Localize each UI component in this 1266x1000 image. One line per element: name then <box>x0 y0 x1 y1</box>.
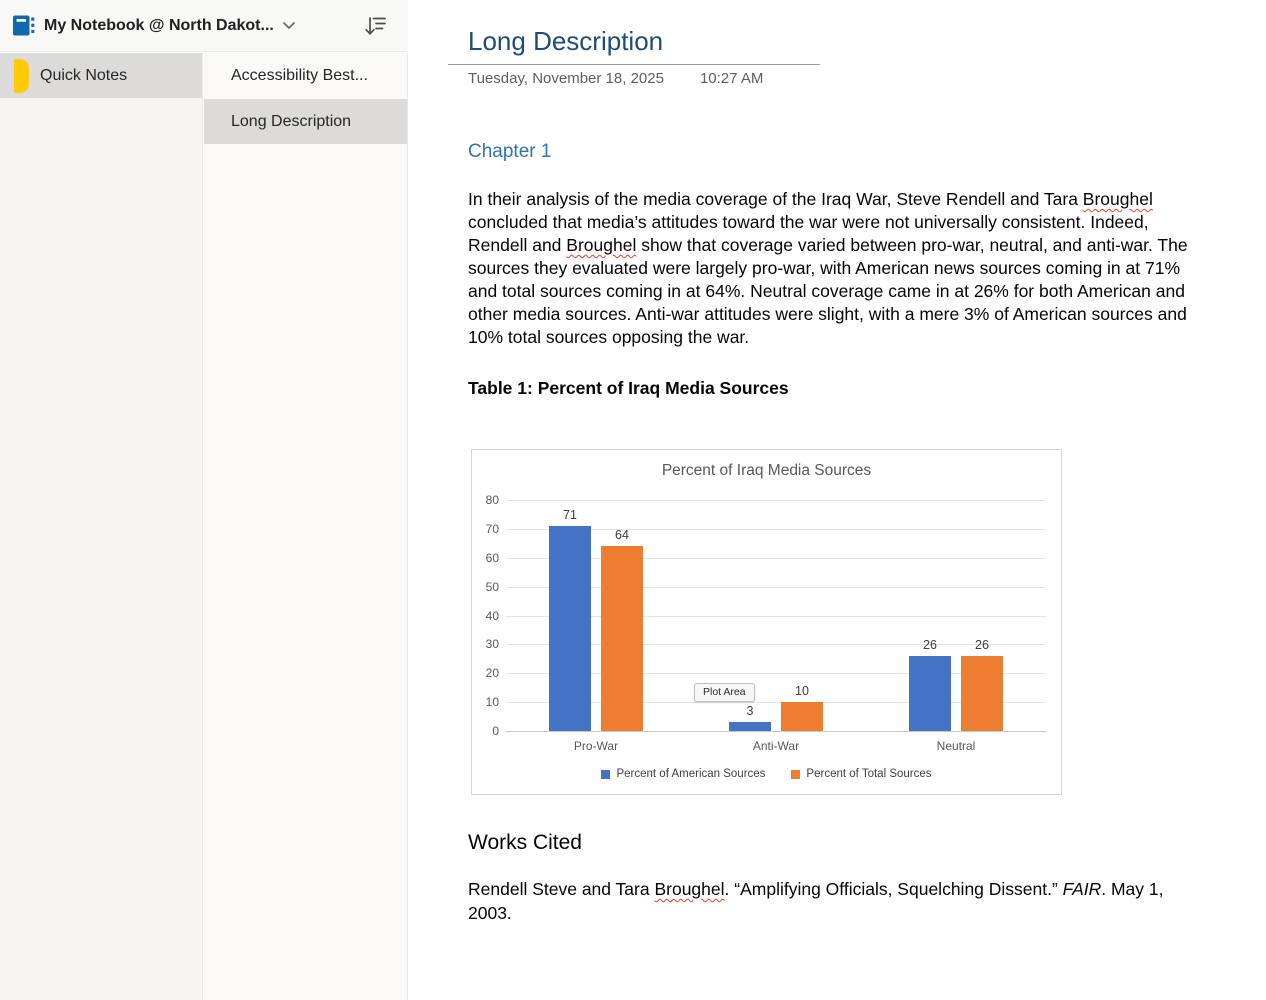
x-axis-category-label: Anti-War <box>752 739 800 753</box>
page-date: Tuesday, November 18, 2025 <box>468 70 664 87</box>
bar-pro-war-american <box>549 508 591 731</box>
x-axis-category-label: Pro-War <box>573 739 619 753</box>
y-axis-tick-label: 50 <box>485 579 499 594</box>
y-axis-tick-label: 40 <box>485 608 499 623</box>
bar-chart[interactable] <box>471 449 1062 795</box>
table-caption[interactable]: Table 1: Percent of Iraq Media Sources <box>468 378 789 398</box>
bar-neutral-total <box>961 638 1003 731</box>
notebook-header <box>0 0 408 52</box>
sort-descending-icon[interactable] <box>361 12 388 39</box>
y-axis-tick-label: 70 <box>485 521 499 536</box>
legend-label: Percent of Total Sources <box>806 768 932 780</box>
text-segment: show that coverage varied between pro-war, neutral, and anti-war. The sources they evaluated were largely pro-war, with American news sources coming in at 71% and total sources coming in at 64%. Neutral coverage came in at 26% for both American and other media sources. Anti-war attitudes were slight, with a mere 3% of American sources and 10% total sources opposing the war. <box>468 235 1188 347</box>
title-divider <box>448 64 820 65</box>
page-meta <box>468 70 1266 87</box>
bar-data-label: 71 <box>563 508 577 522</box>
citation-paragraph[interactable] <box>468 878 1208 925</box>
y-axis-tick-label: 10 <box>485 695 499 710</box>
plot-area-tooltip: Plot Area <box>694 683 755 702</box>
section-label: Quick Notes <box>40 66 128 84</box>
sidebar-item-quick-notes[interactable] <box>0 53 202 98</box>
misspelled-text: Broughel <box>654 879 725 899</box>
page-title[interactable]: Long Description <box>468 26 664 56</box>
bar-data-label: 26 <box>975 638 989 652</box>
bar-anti-war-american <box>729 704 771 731</box>
text-segment: In their analysis of the media coverage of the Iraq War, Steve Rendell and Tara <box>468 189 1083 209</box>
body-paragraph[interactable] <box>468 188 1208 349</box>
page-item-long-description[interactable]: Long Description <box>204 99 407 144</box>
y-axis-tick-label: 30 <box>485 637 499 652</box>
text-segment: Rendell Steve and Tara <box>468 879 655 899</box>
legend-label: Percent of American Sources <box>616 768 766 780</box>
legend-item <box>791 768 931 780</box>
page-item-accessibility-best[interactable]: Accessibility Best... <box>231 66 368 84</box>
chapter-heading[interactable]: Chapter 1 <box>468 141 552 162</box>
notebook-title[interactable]: My Notebook @ North Dakot... <box>44 16 274 34</box>
chevron-down-icon[interactable] <box>282 21 296 30</box>
page-time: 10:27 AM <box>699 70 764 87</box>
misspelled-text: Broughel <box>1082 189 1153 209</box>
misspelled-text: Broughel <box>566 235 637 255</box>
text-segment: concluded that media’s attitudes toward the war were not universally consistent. Indeed, Rendell and <box>468 212 1149 255</box>
y-axis-tick-label: 0 <box>492 724 499 738</box>
bar-anti-war-total <box>781 684 823 731</box>
works-cited-heading[interactable]: Works Cited <box>468 831 582 854</box>
notebook-icon <box>12 14 35 37</box>
y-axis-tick-label: 20 <box>485 666 499 681</box>
note-canvas[interactable] <box>408 0 1266 1000</box>
sections-sidebar <box>0 53 203 1000</box>
chart-title: Percent of Iraq Media Sources <box>661 462 872 479</box>
y-axis-tick-label: 80 <box>485 493 499 507</box>
bar-pro-war-total <box>601 528 643 731</box>
text-segment: . “Amplifying Officials, Squelching Dissent.” <box>724 879 1063 899</box>
bar-data-label: 3 <box>746 704 754 718</box>
x-axis-line <box>506 731 1046 732</box>
x-axis-category-label: Neutral <box>936 739 976 753</box>
pages-list <box>204 53 408 1000</box>
legend-swatch-icon <box>601 770 610 779</box>
y-axis-tick-label: 60 <box>485 550 499 565</box>
legend-item <box>601 768 765 780</box>
text-segment: FAIR <box>1062 879 1102 899</box>
bar-group <box>506 500 686 731</box>
text-segment: . May 1, 2003. <box>468 879 1164 923</box>
bar-data-label: 10 <box>795 684 809 698</box>
bar-data-label: 64 <box>615 528 629 542</box>
bar-group <box>866 500 1046 731</box>
section-color-tab-icon <box>14 59 29 93</box>
legend-swatch-icon <box>791 770 800 779</box>
bar-neutral-american <box>909 638 951 731</box>
bar-data-label: 26 <box>923 638 937 652</box>
chart-legend <box>472 768 1061 780</box>
